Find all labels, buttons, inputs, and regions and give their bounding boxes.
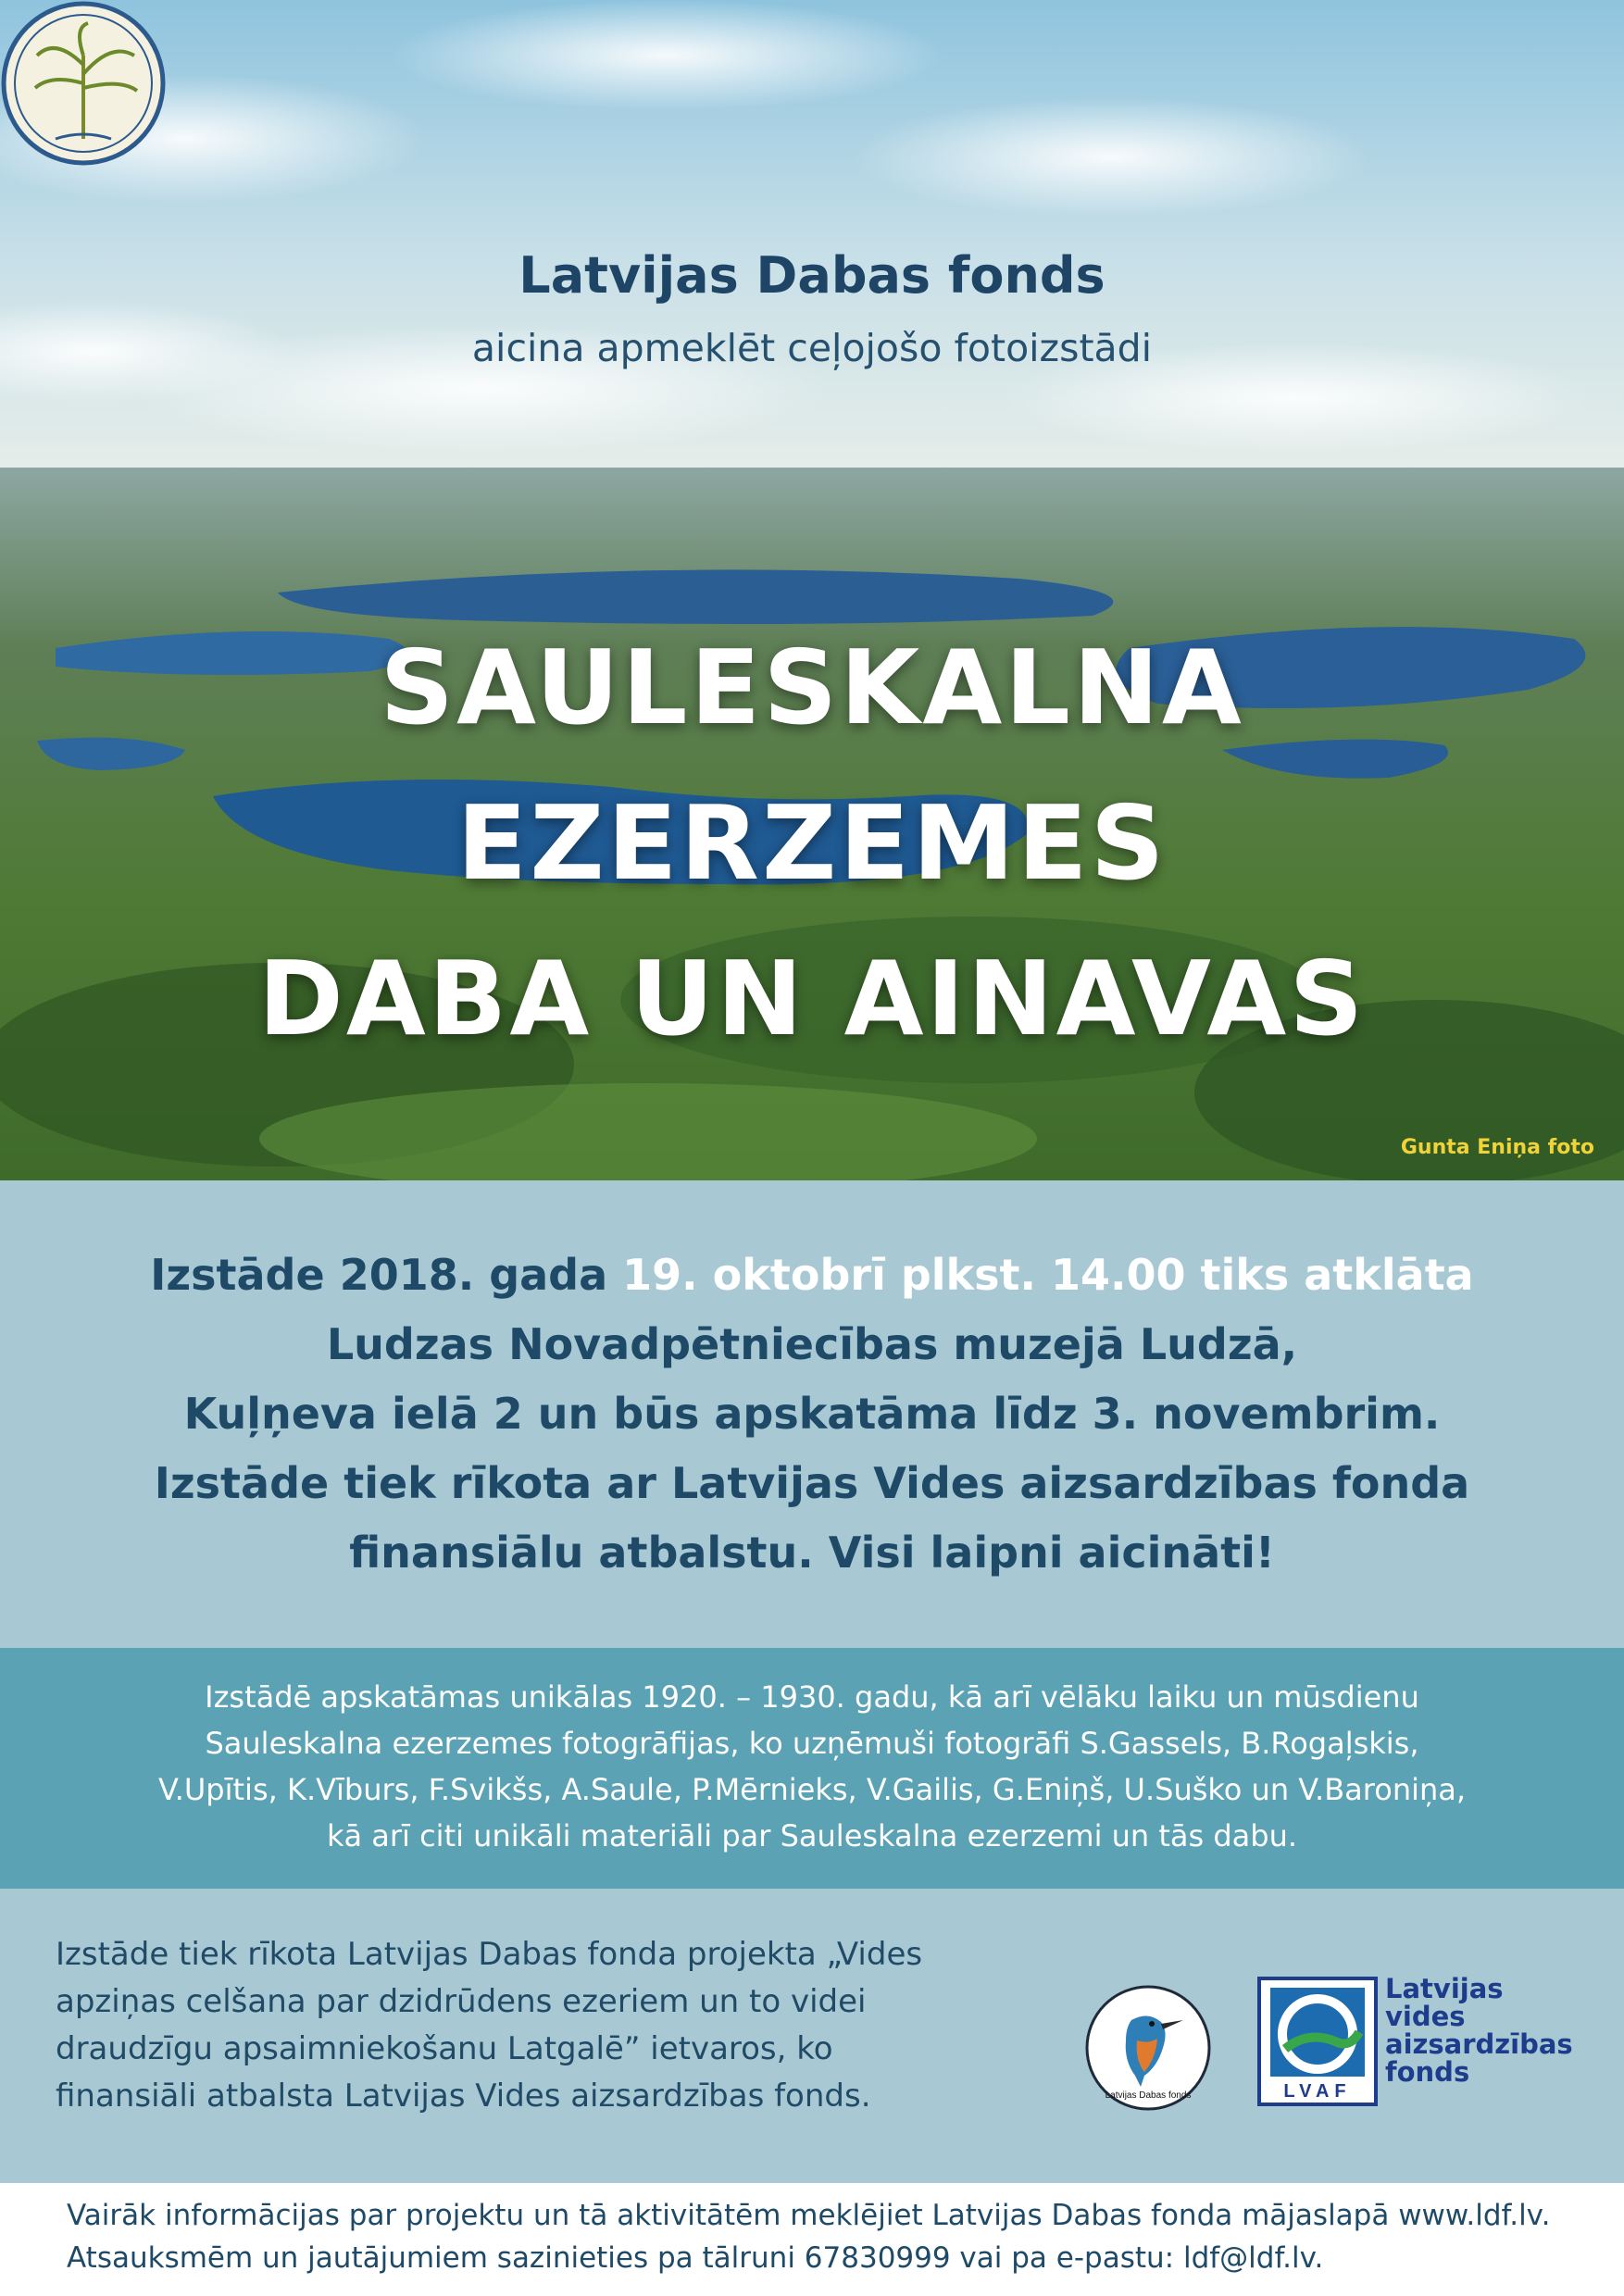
org-title: Latvijas Dabas fonds xyxy=(518,246,1106,305)
announcement-line-3: Kuļņeva ielā 2 un būs apskatāma līdz 3. novembrim. xyxy=(183,1389,1441,1439)
lvaf-name-line-3: aizsardzības xyxy=(1385,2028,1573,2060)
announcement-line-1 xyxy=(37,1241,1587,1310)
title-line-2: EZERZEMES xyxy=(456,784,1168,904)
description-line-1: Izstādē apskatāmas unikālas 1920. – 1930. gadu, kā arī vēlāku laiku un mūsdienu xyxy=(205,1679,1419,1715)
project-line-1: Izstāde tiek rīkota Latvijas Dabas fonda projekta „Vides xyxy=(56,1936,923,1973)
project-line-4: finansiāli atbalsta Latvijas Vides aizsardzības fonds. xyxy=(56,2078,871,2115)
project-text xyxy=(56,1931,922,2120)
footer-line-2: Atsauksmēm un jautājumiem sazinieties pa tālruni 67830999 vai pa e-pastu: ldf@ldf.lv. xyxy=(67,2241,1324,2275)
sauleskalna-seal-logo xyxy=(0,0,167,167)
project-line-3: draudzīgu apsaimniekošanu Latgalē” ietvaros, ko xyxy=(56,2030,833,2067)
lvaf-name-line-4: fonds xyxy=(1385,2056,1470,2088)
announcement-date-highlight: 19. oktobrī plkst. 14.00 tiks atklāta xyxy=(622,1250,1474,1300)
lvaf-logo xyxy=(1257,1977,1378,2106)
project-line-2: apziņas celšana par dzidrūdens ezeriem un to videi xyxy=(56,1983,867,2020)
lvaf-name xyxy=(1385,1975,1573,2086)
announcement-line-2: Ludzas Novadpētniecības muzejā Ludzā, xyxy=(326,1319,1298,1369)
footer-line-1: Vairāk informācijas par projektu un tā aktivitātēm meklējiet Latvijas Dabas fonda mājaslapā www.ldf.lv. xyxy=(67,2199,1551,2232)
lvaf-name-line-2: vides xyxy=(1385,2001,1466,2032)
announcement-line-5: finansiālu atbalstu. Visi laipni aicināti! xyxy=(349,1528,1275,1578)
announcement-line-4: Izstāde tiek rīkota ar Latvijas Vides aizsardzības fonda xyxy=(154,1458,1470,1508)
title-line-1: SAULESKALNA xyxy=(380,629,1244,748)
description-line-3: V.Upītis, K.Vīburs, F.Svikšs, A.Saule, P.Mērnieks, V.Gailis, G.Eniņš, U.Suško un V.Baroniņa, xyxy=(157,1772,1467,1807)
exhibition-title xyxy=(0,611,1624,1078)
lvaf-name-line-1: Latvijas xyxy=(1385,1973,1504,2004)
description-text xyxy=(37,1674,1587,1859)
announcement-text xyxy=(37,1241,1587,1588)
invitation-subtitle: aicina apmeklēt ceļojošo fotoizstādi xyxy=(471,326,1153,370)
lvaf-abbr: LVAF xyxy=(1283,2081,1352,2102)
photo-credit: Gunta Eniņa foto xyxy=(1400,1136,1594,1159)
description-line-4: kā arī citi unikāli materiāli par Sauleskalna ezerzemi un tās dabu. xyxy=(326,1818,1298,1853)
description-line-2: Sauleskalna ezerzemes fotogrāfijas, ko uzņēmuši fotogrāfi S.Gassels, B.Rogaļskis, xyxy=(205,1726,1419,1761)
footer-text xyxy=(67,2194,1550,2279)
announcement-date-prefix: Izstāde 2018. gada xyxy=(150,1250,623,1300)
ldf-logo-caption: Latvijas Dabas fonds xyxy=(1105,2090,1192,2101)
title-line-3: DABA UN AINAVAS xyxy=(257,940,1367,1059)
ldf-kingfisher-logo xyxy=(1083,1983,1213,2113)
